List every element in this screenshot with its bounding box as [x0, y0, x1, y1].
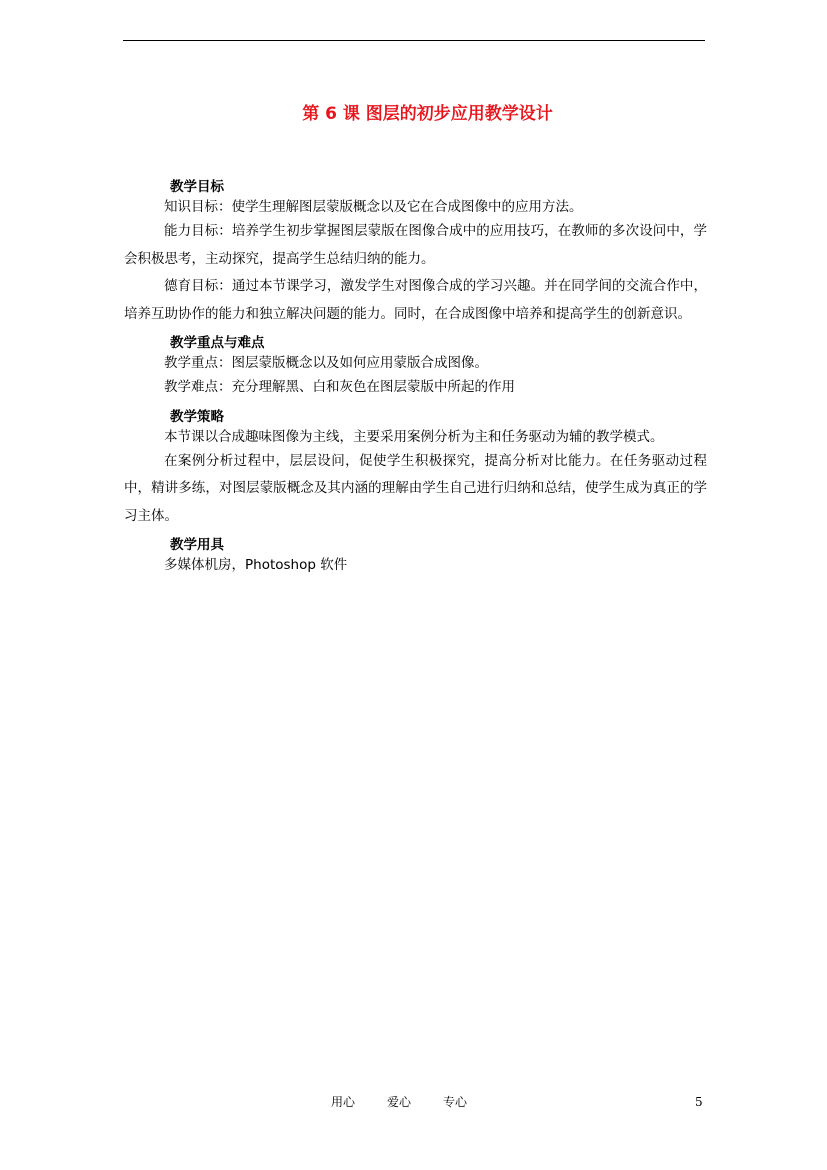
paragraph-tools: 多媒体机房，Photoshop 软件 [164, 557, 348, 573]
section-heading: 教学用具 [170, 537, 224, 553]
paragraph-difficult-point: 教学难点：充分理解黑、白和灰色在图层蒙版中所起的作用 [164, 379, 515, 395]
page-number: 5 [695, 1095, 703, 1109]
paragraph-ability-goal: 能力目标：培养学生初步掌握图层蒙版在图像合成中的应用技巧，在教师的多次设问中，学会积极思考，主动探究，提高学生总结归纳的能力。 [124, 223, 707, 267]
paragraph-key-point: 教学重点：图层蒙版概念以及如何应用蒙版合成图像。 [164, 355, 488, 371]
section-teaching-strategy [124, 408, 707, 531]
section-teaching-goals [124, 178, 707, 328]
document-title: 第 6 课 图层的初步应用教学设计 [302, 104, 553, 124]
footer-motto-item: 爱心 [387, 1095, 412, 1109]
footer-motto-item: 专心 [443, 1095, 468, 1109]
paragraph-strategy-main: 本节课以合成趣味图像为主线，主要采用案例分析为主和任务驱动为辅的教学模式。 [164, 428, 664, 445]
section-key-points [124, 334, 707, 402]
paragraph-knowledge-goal: 知识目标：使学生理解图层蒙版概念以及它在合成图像中的应用方法。 [164, 199, 583, 215]
header-rule [123, 40, 705, 41]
footer-motto [331, 1094, 467, 1110]
paragraph-strategy-detail: 在案例分析过程中，层层设问，促使学生积极探究，提高分析对比能力。在任务驱动过程中，精讲多练，对图层蒙版概念及其内涵的理解由学生自己进行归纳和总结，使学生成为真正的学习主体。 [124, 452, 707, 524]
section-teaching-tools [124, 536, 707, 576]
document-body [124, 178, 707, 576]
footer-motto-item: 用心 [331, 1095, 356, 1109]
section-heading: 教学目标 [170, 179, 224, 195]
section-heading: 教学重点与难点 [170, 335, 265, 351]
paragraph-moral-goal: 德育目标：通过本节课学习，激发学生对图像合成的学习兴趣。并在同学间的交流合作中，培养互助协作的能力和独立解决问题的能力。同时，在合成图像中培养和提高学生的创新意识。 [124, 278, 707, 322]
section-heading: 教学策略 [170, 408, 224, 425]
